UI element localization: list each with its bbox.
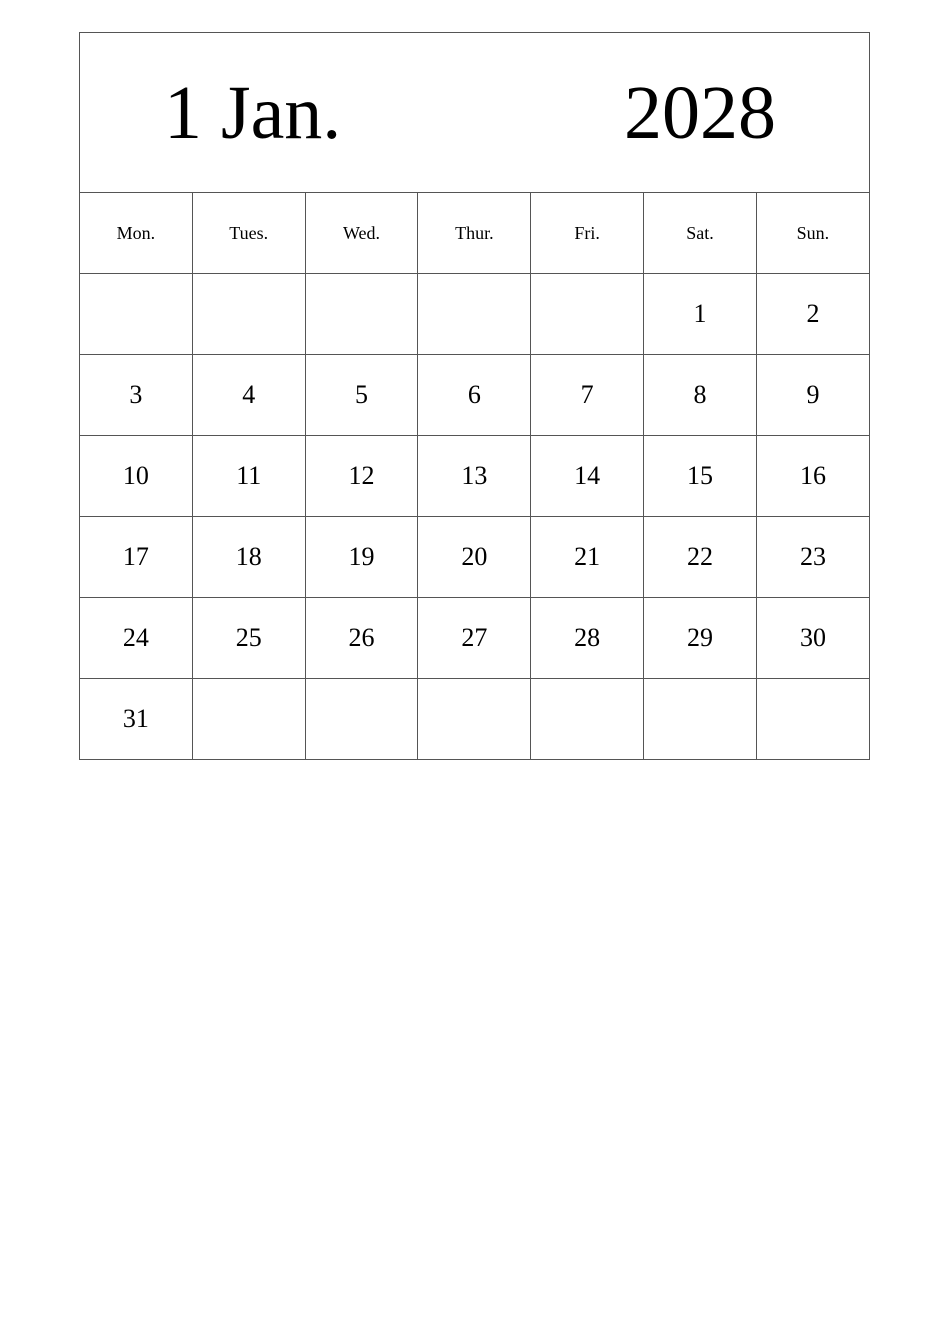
weekday-mon: Mon. (80, 193, 193, 274)
day-cell (192, 274, 305, 355)
day-cell (418, 679, 531, 760)
weekday-wed: Wed. (305, 193, 418, 274)
day-cell: 14 (531, 436, 644, 517)
day-cell: 24 (80, 598, 193, 679)
day-cell: 25 (192, 598, 305, 679)
day-cell: 15 (644, 436, 757, 517)
day-cell: 5 (305, 355, 418, 436)
day-cell: 8 (644, 355, 757, 436)
week-row-4 (80, 517, 870, 598)
day-cell (80, 274, 193, 355)
day-cell: 30 (756, 598, 869, 679)
weekday-sat: Sat. (644, 193, 757, 274)
day-cell: 9 (756, 355, 869, 436)
week-row-2 (80, 355, 870, 436)
day-cell: 22 (644, 517, 757, 598)
day-cell: 20 (418, 517, 531, 598)
day-cell: 4 (192, 355, 305, 436)
year-label: 2028 (624, 71, 776, 155)
day-cell (305, 274, 418, 355)
day-cell: 27 (418, 598, 531, 679)
calendar-header-row (80, 33, 870, 193)
day-cell: 2 (756, 274, 869, 355)
day-cell (531, 274, 644, 355)
day-cell: 26 (305, 598, 418, 679)
day-cell: 19 (305, 517, 418, 598)
day-cell: 13 (418, 436, 531, 517)
week-row-6 (80, 679, 870, 760)
weekday-sun: Sun. (756, 193, 869, 274)
day-cell (305, 679, 418, 760)
calendar-title-cell (80, 33, 870, 193)
day-cell: 1 (644, 274, 757, 355)
day-cell: 28 (531, 598, 644, 679)
day-cell: 18 (192, 517, 305, 598)
day-cell: 11 (192, 436, 305, 517)
day-cell: 17 (80, 517, 193, 598)
day-cell: 6 (418, 355, 531, 436)
day-cell (756, 679, 869, 760)
day-cell (531, 679, 644, 760)
day-cell (644, 679, 757, 760)
day-cell: 16 (756, 436, 869, 517)
month-label: 1 Jan. (164, 71, 342, 155)
day-cell: 10 (80, 436, 193, 517)
day-cell: 29 (644, 598, 757, 679)
calendar-title (80, 33, 869, 192)
day-cell (192, 679, 305, 760)
day-cell: 7 (531, 355, 644, 436)
day-cell: 23 (756, 517, 869, 598)
weekday-tue: Tues. (192, 193, 305, 274)
weekday-header-row (80, 193, 870, 274)
calendar-table (79, 32, 870, 760)
week-row-1 (80, 274, 870, 355)
weekday-thu: Thur. (418, 193, 531, 274)
weekday-fri: Fri. (531, 193, 644, 274)
week-row-5 (80, 598, 870, 679)
day-cell (418, 274, 531, 355)
day-cell: 21 (531, 517, 644, 598)
day-cell: 31 (80, 679, 193, 760)
day-cell: 3 (80, 355, 193, 436)
week-row-3 (80, 436, 870, 517)
day-cell: 12 (305, 436, 418, 517)
